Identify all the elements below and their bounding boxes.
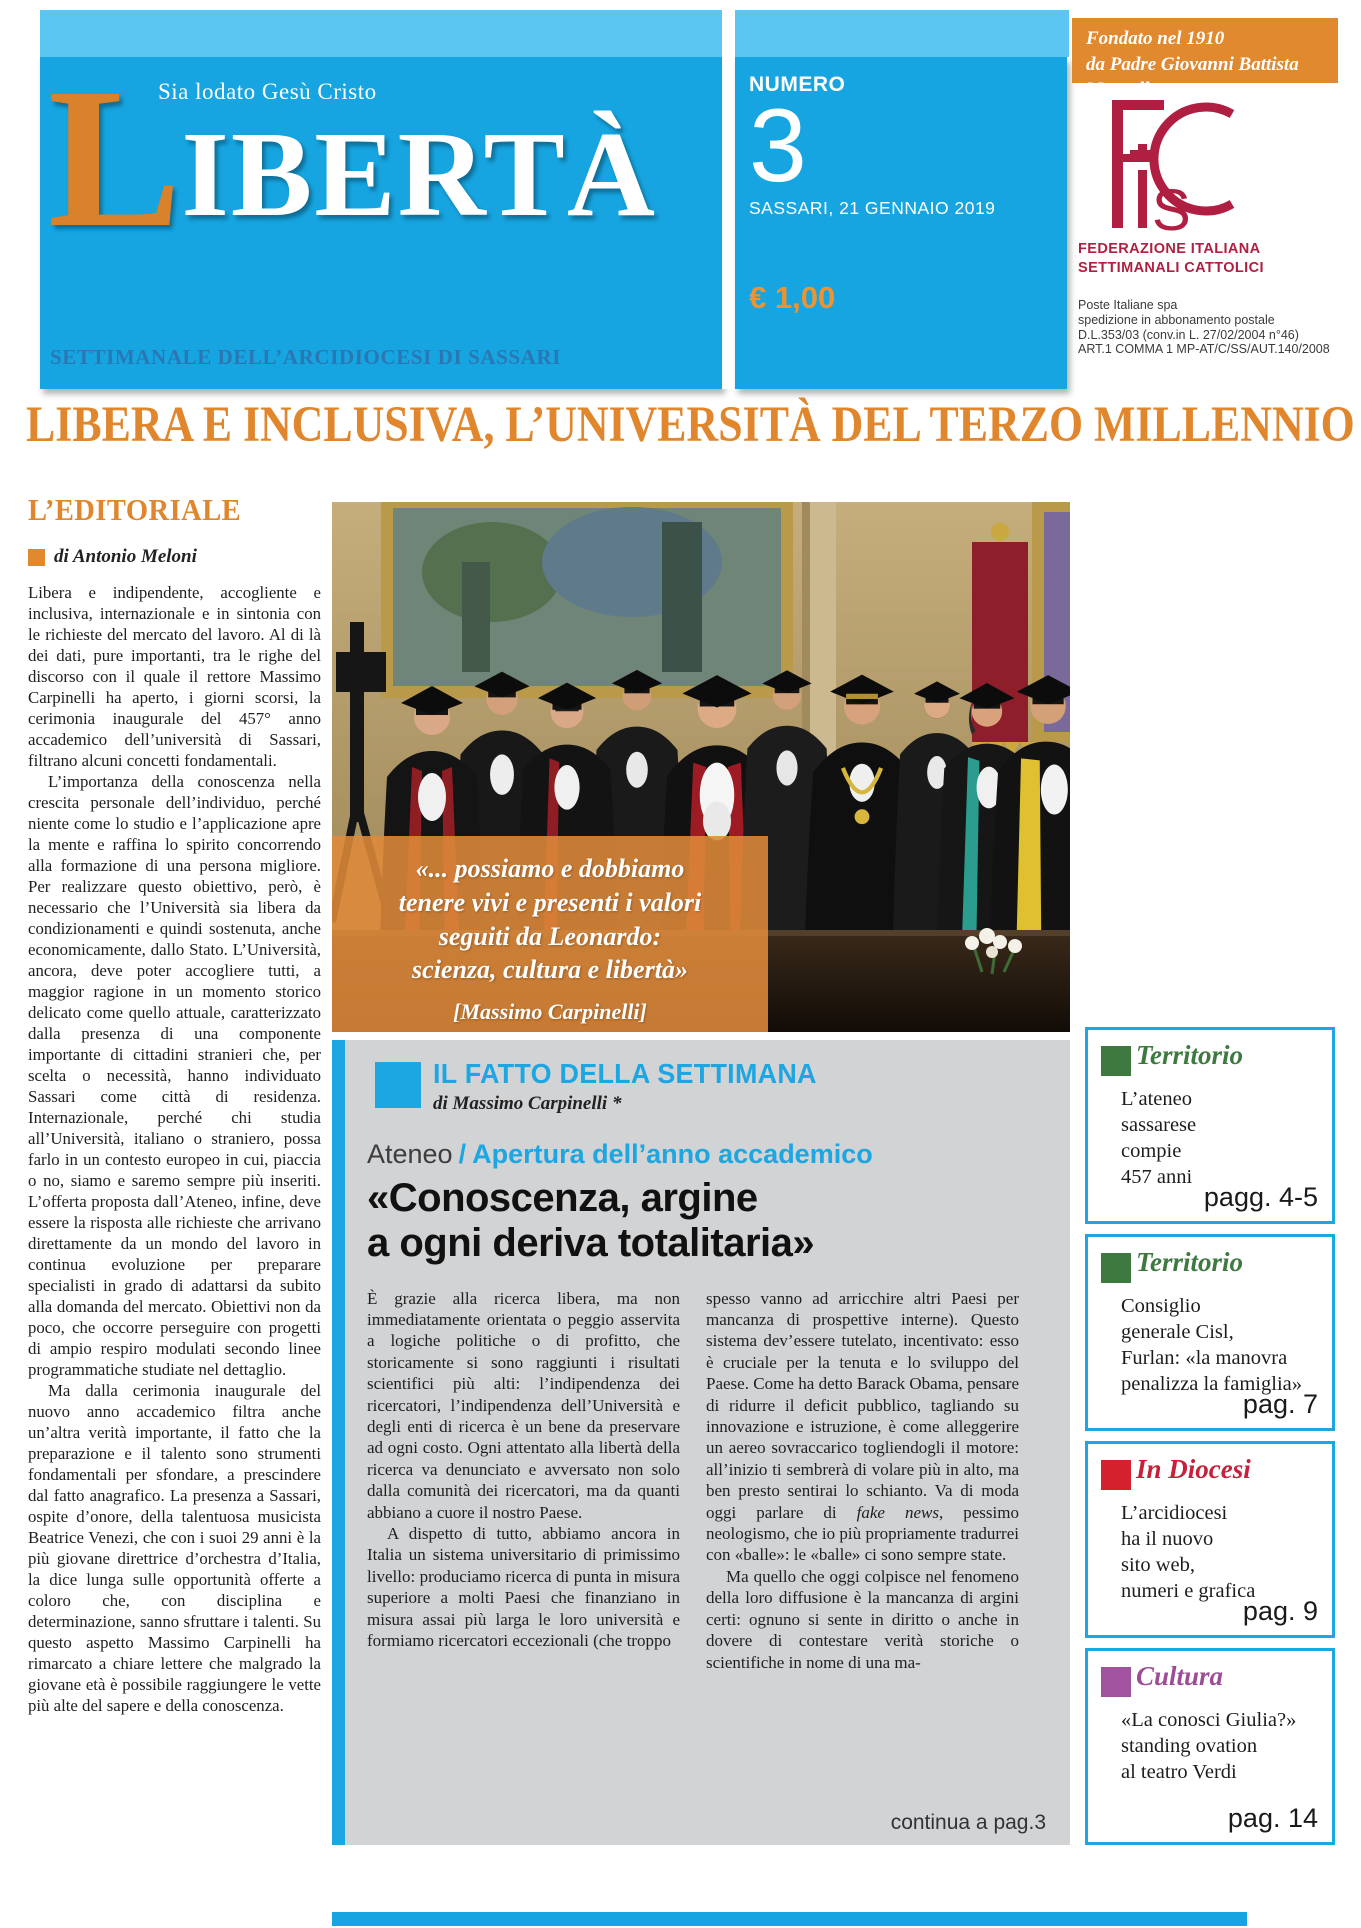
fatto-section-title: IL FATTO DELLA SETTIMANA bbox=[433, 1058, 817, 1089]
orange-square-icon bbox=[28, 549, 45, 566]
category-title: Cultura bbox=[1136, 1661, 1224, 1691]
category-square-icon bbox=[1101, 1460, 1131, 1490]
fatto-paragraph bbox=[706, 1288, 1019, 1566]
sidebar-item-in-diocesi bbox=[1085, 1441, 1335, 1638]
category-square-icon bbox=[1101, 1667, 1131, 1697]
fatto-paragraph: È grazie alla ricerca libera, ma non immediatamente orientata o peggio asservita a logiche politiche o di profitto, che storicamente si sono raggiunti i risultati scientifici più alti: l’indipendenza dei ricercatori, l’indipendenza dell’Università e degli enti di ricerca è un bene da preservare ad ogni costo. Ogni attentato alla libertà della ricerca va denunciato e avversato non solo dalla comunità dei ricercatori, ma da quanti abbiano a cuore il nostro Paese. bbox=[367, 1288, 680, 1522]
sidebar-item-territorio-2 bbox=[1085, 1234, 1335, 1431]
footer-bar bbox=[332, 1912, 1247, 1926]
kicker-separator: / bbox=[458, 1139, 467, 1169]
masthead bbox=[40, 48, 722, 389]
fisc-caption: FEDERAZIONE ITALIANA SETTIMANALI CATTOLICI bbox=[1078, 241, 1264, 276]
teaser-text: «La conosci Giulia?» standing ovation al teatro Verdi bbox=[1121, 1709, 1297, 1783]
fatto-text-segment: , pessimo neologismo, che io più propriamente tradurrei con «balle»: le «balle» ci sono sempre state. bbox=[706, 1502, 1019, 1565]
masthead-divider bbox=[722, 10, 735, 389]
category-title: Territorio bbox=[1136, 1040, 1244, 1070]
quote-line: seguiti da Leonardo: bbox=[438, 921, 662, 951]
fatto-paragraph: Ma quello che oggi colpisce nel fenomeno della loro diffusione è la mancanza di argini certi: ognuno si sente in diritto o anche in dovere di contestare verità storiche o scientifiche in nome di una ma- bbox=[706, 1566, 1019, 1672]
editorial-author: di Antonio Meloni bbox=[54, 546, 197, 567]
fatto-column-2 bbox=[706, 1288, 1019, 1673]
postal-info: Poste Italiane spa spedizione in abbonamento postale D.L.353/03 (conv.in L. 27/02/2004 n°46) ART.1 COMMA 1 MP-AT/C/SS/AUT.140/2008 bbox=[1078, 298, 1330, 357]
issue-box bbox=[735, 57, 1067, 389]
fatto-headline: «Conoscenza, argine a ogni deriva totalitaria» bbox=[367, 1176, 815, 1265]
quote-line: scienza, cultura e libertà» bbox=[412, 955, 688, 985]
sidebar-item-cultura bbox=[1085, 1648, 1335, 1845]
teaser-text: L’ateneo sassarese compie 457 anni bbox=[1121, 1088, 1197, 1188]
sidebar-item-territorio-1 bbox=[1085, 1027, 1335, 1224]
teaser-text: L’arcidiocesi ha il nuovo sito web, numeri e grafica bbox=[1121, 1502, 1256, 1602]
fisc-logo bbox=[1090, 92, 1260, 237]
masthead-subtitle: SETTIMANALE DELL’ARCIDIOCESI DI SASSARI bbox=[50, 345, 562, 369]
fatto-italic-term: fake news bbox=[856, 1502, 939, 1522]
continua-note: continua a pag.3 bbox=[890, 1811, 1046, 1834]
fatto-byline: di Massimo Carpinelli * bbox=[433, 1093, 622, 1114]
fatto-paragraph: A dispetto di tutto, abbiamo ancora in Italia un sistema universitario di primissimo livello: produciamo ricerca di punta in misura superiore a molti Paesi che finanziano in misura assai più larga le loro università e formiamo ricercatori eccezionali (che troppo bbox=[367, 1524, 680, 1651]
fatto-della-settimana-panel bbox=[332, 1040, 1070, 1845]
masthead-title bbox=[48, 48, 657, 269]
fatto-text-segment: spesso vanno ad arricchire altri Paesi per mancanza di prospettive interne). Questo sistema dev’essere tutelato, incentivato: esso è cruciale per la tenuta e lo sviluppo del Paese. Come ha detto Barack Obama, pensare di ridurre il deficit pubblico, tagliando su innovazione e istruzione, è come alleggerire un aereo sovraccarico togliendogli il motore: all’inizio ti sembrerà di volare più in alto, ma ben presto sentirai lo schianto. Va di moda oggi parlare di bbox=[706, 1288, 1019, 1522]
page-reference: pag. 14 bbox=[1227, 1803, 1318, 1833]
editorial-body bbox=[28, 582, 321, 1874]
page-reference: pagg. 4-5 bbox=[1203, 1182, 1318, 1212]
category-square-icon bbox=[1101, 1253, 1131, 1283]
svg-text:S: S bbox=[1152, 178, 1191, 237]
fatto-kicker bbox=[367, 1139, 1046, 1170]
blue-square-icon bbox=[375, 1062, 421, 1108]
fatto-column-1 bbox=[367, 1288, 680, 1673]
kicker-section: Ateneo bbox=[367, 1139, 453, 1169]
editorial-paragraph: Libera e indipendente, accogliente e inclusiva, internazionale e in sintonia con le richieste del mercato del lavoro. Al di là dei dati, pure importanti, tra le righe del discorso con il quale il rettore Massimo Carpinelli ha aperto, i giorni scorsi, la cerimonia inaugurale del 457° anno accademico dell’università di Sassari, filtrano alcuni concetti fondamentali. bbox=[28, 583, 321, 770]
quote-line: tenere vivi e presenti i valori bbox=[398, 887, 702, 917]
masthead-motto: Sia lodato Gesù Cristo bbox=[158, 79, 377, 104]
main-headline: LIBERA E INCLUSIVA, L’UNIVERSITÀ DEL TERZO MILLENNIO bbox=[26, 397, 1355, 453]
quote-attribution: [Massimo Carpinelli] bbox=[453, 999, 647, 1025]
quote-line: «... possiamo e dobbiamo bbox=[415, 854, 685, 883]
issue-number-label: NUMERO bbox=[749, 73, 846, 96]
issue-date: SASSARI, 21 GENNAIO 2019 bbox=[749, 197, 996, 218]
issue-number: 3 bbox=[749, 88, 807, 204]
category-title: Territorio bbox=[1136, 1247, 1244, 1277]
editorial-label: L’EDITORIALE bbox=[28, 492, 242, 527]
category-square-icon bbox=[1101, 1046, 1131, 1076]
editorial-paragraph: Ma dalla cerimonia inaugurale del nuovo anno accademico filtra anche un’altra verità importante, il fatto che la preparazione e il talento sono strumenti fondamentali per sfondare, a prescindere dal fatto anagrafico. La presenza a Sassari, ospite d’onore, della talentuosa musicista Beatrice Venezi, che con i suoi 29 anni è la più giovane direttrice d’orchestra d’Italia, la dice lunga sulle opportunità offerte a coloro che, con disciplina e determinazione, sanno sfruttare i talenti. Su questo aspetto Massimo Carpinelli ha rimarcato a chiare lettere che malgrado la giovane età è possibile raggiungere le vette più alte del sapere e della conoscenza. bbox=[28, 1381, 321, 1715]
ceremony-photo bbox=[332, 502, 1070, 1032]
kicker-topic: Apertura dell’anno accademico bbox=[472, 1139, 873, 1169]
page-reference: pag. 7 bbox=[1242, 1389, 1318, 1419]
editorial-byline bbox=[28, 546, 197, 568]
masthead-title-rest: IBERTÀ bbox=[181, 107, 657, 242]
photo-quote-overlay bbox=[332, 836, 768, 1032]
masthead-title-initial: L bbox=[48, 48, 182, 269]
editorial-paragraph: L’importanza della conoscenza nella crescita personale dell’individuo, perché niente come lo studio e l’applicazione apre la mente e raffina lo spirito concorrendo alla formazione di una persona migliore. Per realizzare questo obiettivo, però, è necessario che l’Università sia libera da condizionamenti e quindi sostenuta, anche economicamente, dallo Stato. L’Università, ancora, deve poter accogliere tutti, a maggior ragione in un momento storico delicato come quello attuale, caratterizzato dalla presenza di una componente importante di cittadini stranieri che, per scelta o necessità, hanno individuato Sassari come città di residenza. Internazionale, perché chi studia all’Università, italiano o straniero, possa farlo in un contesto europeo in cui, piaccia o no, siamo e saremo sempre più inseriti. L’offerta proposta dall’Ateneo, infine, deve essere la risposta alle richieste che arrivano direttamente da un mondo del lavoro in continua evoluzione per preparare specialisti in grado di adattarsi da subito alla domanda del mercato. Obiettivi non da poco, che occorre perseguire con progetti di ampio respiro modulati secondo linee programmatiche studiate nel dettaglio. bbox=[28, 772, 321, 1379]
founded-banner: Fondato nel 1910 da Padre Giovanni Battista Manzella bbox=[1072, 18, 1338, 83]
category-title: In Diocesi bbox=[1136, 1454, 1251, 1484]
issue-price: € 1,00 bbox=[749, 280, 836, 315]
teaser-text: Consiglio generale Cisl, Furlan: «la manovra penalizza la famiglia» bbox=[1121, 1295, 1302, 1395]
page-reference: pag. 9 bbox=[1242, 1596, 1318, 1626]
